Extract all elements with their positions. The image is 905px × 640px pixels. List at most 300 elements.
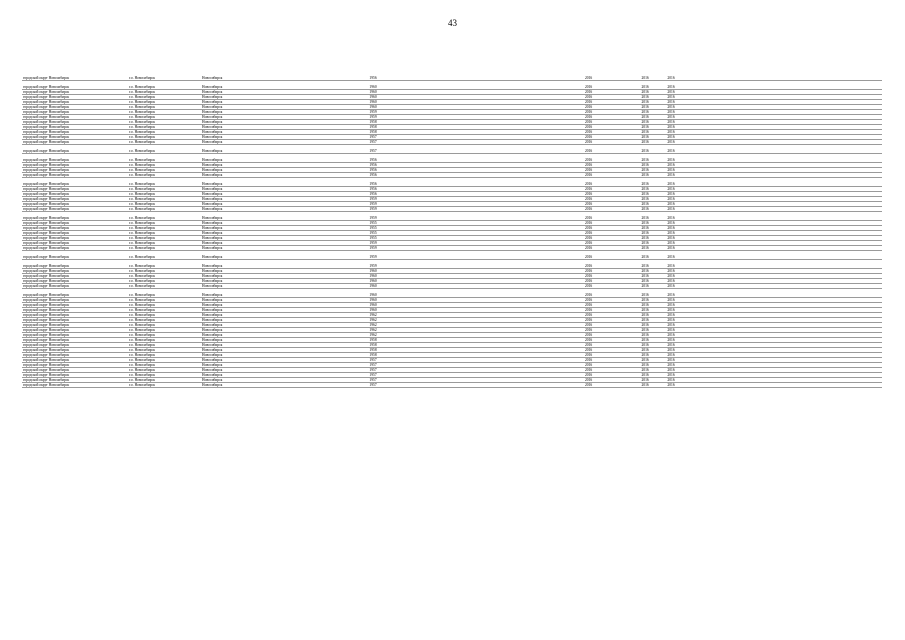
work-type-cell <box>382 212 570 221</box>
settlement-cell: г.о. Новосибирск <box>128 212 201 221</box>
plan-year-cell: 2016 <box>571 197 606 202</box>
start-year-cell: 2016 <box>632 383 658 388</box>
city-cell: Новосибирск <box>201 81 272 90</box>
plan-year-cell: 2016 <box>571 140 606 145</box>
start-year-cell: 2016 <box>632 251 658 260</box>
year-built-cell: 1958 <box>364 120 383 125</box>
district-cell: городской округ Новосибирск <box>22 207 128 212</box>
city-cell: Новосибирск <box>201 173 272 178</box>
year-built-cell: 1955 <box>364 231 383 236</box>
marker-cell <box>606 289 632 298</box>
year-built-cell: 1957 <box>364 373 383 378</box>
plan-year-cell: 2016 <box>571 383 606 388</box>
start-year-cell: 2016 <box>632 246 658 251</box>
start-year-cell: 2016 <box>632 110 658 115</box>
plan-year-cell: 2016 <box>571 343 606 348</box>
plan-year-cell: 2016 <box>571 173 606 178</box>
settlement-cell: г.о. Новосибирск <box>128 145 201 154</box>
year-built-cell: 1960 <box>364 289 383 298</box>
house-number-cell <box>340 260 364 269</box>
city-cell: Новосибирск <box>201 303 272 308</box>
plan-year-cell: 2016 <box>571 130 606 135</box>
start-year-cell: 2016 <box>632 105 658 110</box>
work-type-cell <box>382 81 570 90</box>
street-cell <box>272 178 340 187</box>
end-year-cell: 2016 <box>658 368 684 373</box>
start-year-cell: 2016 <box>632 298 658 303</box>
end-year-cell: 2016 <box>658 197 684 202</box>
settlement-cell: г.о. Новосибирск <box>128 81 201 90</box>
settlement-cell: г.о. Новосибирск <box>128 154 201 163</box>
district-cell: городской округ Новосибирск <box>22 343 128 348</box>
settlement-cell: г.о. Новосибирск <box>128 135 201 140</box>
city-cell: Новосибирск <box>201 373 272 378</box>
end-year-cell: 2016 <box>658 343 684 348</box>
city-cell: Новосибирск <box>201 274 272 279</box>
district-cell: городской округ Новосибирск <box>22 308 128 313</box>
district-cell: городской округ Новосибирск <box>22 348 128 353</box>
city-cell: Новосибирск <box>201 207 272 212</box>
start-year-cell: 2016 <box>632 274 658 279</box>
table-row <box>22 145 882 154</box>
city-cell: Новосибирск <box>201 284 272 289</box>
district-cell: городской округ Новосибирск <box>22 333 128 338</box>
cost-cell-c <box>839 212 882 221</box>
plan-year-cell: 2016 <box>571 135 606 140</box>
plan-year-cell: 2016 <box>571 298 606 303</box>
start-year-cell: 2016 <box>632 163 658 168</box>
street-cell <box>272 145 340 154</box>
marker-cell <box>606 212 632 221</box>
start-year-cell: 2016 <box>632 284 658 289</box>
district-cell: городской округ Новосибирск <box>22 279 128 284</box>
cost-cell-c <box>839 81 882 90</box>
start-year-cell: 2016 <box>632 207 658 212</box>
settlement-cell: г.о. Новосибирск <box>128 269 201 274</box>
work-type-cell <box>382 251 570 260</box>
end-year-cell: 2016 <box>658 100 684 105</box>
district-cell: городской округ Новосибирск <box>22 353 128 358</box>
cost-cell-b <box>797 251 839 260</box>
work-type-cell <box>382 260 570 269</box>
plan-year-cell: 2016 <box>571 373 606 378</box>
table-row <box>22 251 882 260</box>
settlement-cell: г.о. Новосибирск <box>128 76 201 81</box>
cost-cell-a <box>741 383 798 388</box>
settlement-cell: г.о. Новосибирск <box>128 308 201 313</box>
end-year-cell: 2016 <box>658 363 684 368</box>
start-year-cell: 2016 <box>632 154 658 163</box>
district-cell: городской округ Новосибирск <box>22 373 128 378</box>
plan-year-cell: 2016 <box>571 168 606 173</box>
city-cell: Новосибирск <box>201 269 272 274</box>
start-year-cell: 2016 <box>632 95 658 100</box>
start-year-cell: 2016 <box>632 318 658 323</box>
city-cell: Новосибирск <box>201 323 272 328</box>
house-number-cell <box>340 251 364 260</box>
settlement-cell: г.о. Новосибирск <box>128 221 201 226</box>
district-cell: городской округ Новосибирск <box>22 289 128 298</box>
settlement-cell: г.о. Новосибирск <box>128 383 201 388</box>
end-year-cell: 2016 <box>658 120 684 125</box>
cost-cell-c <box>839 383 882 388</box>
settlement-cell: г.о. Новосибирск <box>128 178 201 187</box>
settlement-cell: г.о. Новосибирск <box>128 105 201 110</box>
end-year-cell: 2016 <box>658 226 684 231</box>
district-cell: городской округ Новосибирск <box>22 90 128 95</box>
year-built-cell: 1960 <box>364 279 383 284</box>
end-year-cell: 2016 <box>658 328 684 333</box>
district-cell: городской округ Новосибирск <box>22 363 128 368</box>
table-row <box>22 178 882 187</box>
district-cell: городской округ Новосибирск <box>22 202 128 207</box>
end-year-cell: 2016 <box>658 95 684 100</box>
settlement-cell: г.о. Новосибирск <box>128 378 201 383</box>
district-cell: городской округ Новосибирск <box>22 130 128 135</box>
district-cell: городской округ Новосибирск <box>22 236 128 241</box>
start-year-cell: 2016 <box>632 100 658 105</box>
end-year-cell: 2016 <box>658 212 684 221</box>
plan-year-cell: 2016 <box>571 323 606 328</box>
district-cell: городской округ Новосибирск <box>22 212 128 221</box>
year-built-cell: 1959 <box>364 246 383 251</box>
plan-year-cell: 2016 <box>571 115 606 120</box>
city-cell: Новосибирск <box>201 231 272 236</box>
plan-year-cell: 2016 <box>571 226 606 231</box>
year-built-cell: 1960 <box>364 308 383 313</box>
city-cell: Новосибирск <box>201 187 272 192</box>
year-built-cell: 1958 <box>364 343 383 348</box>
cost-cell-a <box>741 81 798 90</box>
start-year-cell: 2016 <box>632 231 658 236</box>
plan-year-cell: 2016 <box>571 90 606 95</box>
start-year-cell: 2016 <box>632 358 658 363</box>
year-built-cell: 1959 <box>364 110 383 115</box>
year-built-cell: 1957 <box>364 140 383 145</box>
plan-year-cell: 2016 <box>571 358 606 363</box>
city-cell: Новосибирск <box>201 105 272 110</box>
settlement-cell: г.о. Новосибирск <box>128 95 201 100</box>
house-number-cell <box>340 212 364 221</box>
district-cell: городской округ Новосибирск <box>22 81 128 90</box>
cost-cell-b <box>797 383 839 388</box>
start-year-cell: 2016 <box>632 241 658 246</box>
district-cell: городской округ Новосибирск <box>22 328 128 333</box>
year-built-cell: 1956 <box>364 187 383 192</box>
end-year-cell: 2016 <box>658 110 684 115</box>
total-cost-cell <box>684 178 741 187</box>
total-cost-cell <box>684 289 741 298</box>
end-year-cell: 2016 <box>658 163 684 168</box>
street-cell <box>272 81 340 90</box>
year-built-cell: 1959 <box>364 260 383 269</box>
start-year-cell: 2016 <box>632 81 658 90</box>
total-cost-cell <box>684 145 741 154</box>
city-cell: Новосибирск <box>201 163 272 168</box>
year-built-cell: 1962 <box>364 318 383 323</box>
city-cell: Новосибирск <box>201 130 272 135</box>
district-cell: городской округ Новосибирск <box>22 303 128 308</box>
settlement-cell: г.о. Новосибирск <box>128 289 201 298</box>
plan-year-cell: 2016 <box>571 207 606 212</box>
total-cost-cell <box>684 251 741 260</box>
year-built-cell: 1960 <box>364 105 383 110</box>
end-year-cell: 2016 <box>658 358 684 363</box>
marker-cell <box>606 145 632 154</box>
year-built-cell: 1959 <box>364 197 383 202</box>
year-built-cell: 1960 <box>364 303 383 308</box>
start-year-cell: 2016 <box>632 333 658 338</box>
marker-cell <box>606 154 632 163</box>
settlement-cell: г.о. Новосибирск <box>128 279 201 284</box>
house-number-cell <box>340 145 364 154</box>
year-built-cell: 1958 <box>364 130 383 135</box>
marker-cell <box>606 251 632 260</box>
plan-year-cell: 2016 <box>571 363 606 368</box>
district-cell: городской округ Новосибирск <box>22 168 128 173</box>
end-year-cell: 2016 <box>658 187 684 192</box>
end-year-cell: 2016 <box>658 383 684 388</box>
end-year-cell: 2016 <box>658 246 684 251</box>
year-built-cell: 1962 <box>364 333 383 338</box>
end-year-cell: 2016 <box>658 135 684 140</box>
year-built-cell: 1958 <box>364 348 383 353</box>
plan-year-cell: 2016 <box>571 241 606 246</box>
year-built-cell: 1959 <box>364 251 383 260</box>
start-year-cell: 2016 <box>632 226 658 231</box>
start-year-cell: 2016 <box>632 328 658 333</box>
street-cell <box>272 260 340 269</box>
year-built-cell: 1958 <box>364 125 383 130</box>
district-cell: городской округ Новосибирск <box>22 154 128 163</box>
year-built-cell: 1957 <box>364 145 383 154</box>
district-cell: городской округ Новосибирск <box>22 274 128 279</box>
city-cell: Новосибирск <box>201 168 272 173</box>
cost-cell-b <box>797 145 839 154</box>
house-number-cell <box>340 154 364 163</box>
district-cell: городской округ Новосибирск <box>22 100 128 105</box>
year-built-cell: 1957 <box>364 363 383 368</box>
city-cell: Новосибирск <box>201 100 272 105</box>
plan-year-cell: 2016 <box>571 246 606 251</box>
plan-year-cell: 2016 <box>571 378 606 383</box>
cost-cell-b <box>797 260 839 269</box>
cost-cell-a <box>741 145 798 154</box>
end-year-cell: 2016 <box>658 318 684 323</box>
city-cell: Новосибирск <box>201 289 272 298</box>
cost-cell-a <box>741 260 798 269</box>
district-cell: городской округ Новосибирск <box>22 358 128 363</box>
cost-cell-c <box>839 178 882 187</box>
year-built-cell: 1959 <box>364 241 383 246</box>
work-type-cell <box>382 289 570 298</box>
district-cell: городской округ Новосибирск <box>22 313 128 318</box>
year-built-cell: 1957 <box>364 378 383 383</box>
city-cell: Новосибирск <box>201 260 272 269</box>
street-cell <box>272 251 340 260</box>
district-cell: городской округ Новосибирск <box>22 76 128 81</box>
street-cell <box>272 212 340 221</box>
start-year-cell: 2016 <box>632 197 658 202</box>
settlement-cell: г.о. Новосибирск <box>128 192 201 197</box>
start-year-cell: 2016 <box>632 130 658 135</box>
year-built-cell: 1956 <box>364 192 383 197</box>
district-cell: городской округ Новосибирск <box>22 378 128 383</box>
start-year-cell: 2016 <box>632 343 658 348</box>
district-cell: городской округ Новосибирск <box>22 226 128 231</box>
end-year-cell: 2016 <box>658 323 684 328</box>
end-year-cell: 2016 <box>658 308 684 313</box>
plan-year-cell: 2016 <box>571 303 606 308</box>
house-number-cell <box>340 289 364 298</box>
table-row <box>22 289 882 298</box>
district-cell: городской округ Новосибирск <box>22 269 128 274</box>
district-cell: городской округ Новосибирск <box>22 284 128 289</box>
settlement-cell: г.о. Новосибирск <box>128 125 201 130</box>
district-cell: городской округ Новосибирск <box>22 120 128 125</box>
settlement-cell: г.о. Новосибирск <box>128 260 201 269</box>
end-year-cell: 2016 <box>658 236 684 241</box>
city-cell: Новосибирск <box>201 246 272 251</box>
district-cell: городской округ Новосибирск <box>22 115 128 120</box>
end-year-cell: 2016 <box>658 125 684 130</box>
total-cost-cell <box>684 212 741 221</box>
year-built-cell: 1955 <box>364 226 383 231</box>
settlement-cell: г.о. Новосибирск <box>128 313 201 318</box>
start-year-cell: 2016 <box>632 363 658 368</box>
city-cell: Новосибирск <box>201 348 272 353</box>
settlement-cell: г.о. Новосибирск <box>128 110 201 115</box>
end-year-cell: 2016 <box>658 76 684 81</box>
total-cost-cell <box>684 260 741 269</box>
settlement-cell: г.о. Новосибирск <box>128 115 201 120</box>
year-built-cell: 1960 <box>364 95 383 100</box>
year-built-cell: 1957 <box>364 383 383 388</box>
start-year-cell: 2016 <box>632 192 658 197</box>
district-cell: городской округ Новосибирск <box>22 318 128 323</box>
cost-cell-c <box>839 251 882 260</box>
city-cell: Новосибирск <box>201 95 272 100</box>
start-year-cell: 2016 <box>632 279 658 284</box>
city-cell: Новосибирск <box>201 338 272 343</box>
district-cell: городской округ Новосибирск <box>22 368 128 373</box>
city-cell: Новосибирск <box>201 251 272 260</box>
district-cell: городской округ Новосибирск <box>22 260 128 269</box>
city-cell: Новосибирск <box>201 197 272 202</box>
end-year-cell: 2016 <box>658 298 684 303</box>
city-cell: Новосибирск <box>201 363 272 368</box>
district-cell: городской округ Новосибирск <box>22 95 128 100</box>
city-cell: Новосибирск <box>201 212 272 221</box>
settlement-cell: г.о. Новосибирск <box>128 333 201 338</box>
year-built-cell: 1956 <box>364 76 383 81</box>
year-built-cell: 1959 <box>364 202 383 207</box>
plan-year-cell: 2016 <box>571 212 606 221</box>
end-year-cell: 2016 <box>658 333 684 338</box>
end-year-cell: 2016 <box>658 353 684 358</box>
start-year-cell: 2016 <box>632 269 658 274</box>
settlement-cell: г.о. Новосибирск <box>128 202 201 207</box>
city-cell: Новосибирск <box>201 308 272 313</box>
cost-cell-c <box>839 154 882 163</box>
city-cell: Новосибирск <box>201 178 272 187</box>
marker-cell <box>606 260 632 269</box>
year-built-cell: 1956 <box>364 178 383 187</box>
city-cell: Новосибирск <box>201 241 272 246</box>
start-year-cell: 2016 <box>632 140 658 145</box>
start-year-cell: 2016 <box>632 313 658 318</box>
settlement-cell: г.о. Новосибирск <box>128 120 201 125</box>
plan-year-cell: 2016 <box>571 95 606 100</box>
house-number-cell <box>340 81 364 90</box>
settlement-cell: г.о. Новосибирск <box>128 168 201 173</box>
settlement-cell: г.о. Новосибирск <box>128 298 201 303</box>
city-cell: Новосибирск <box>201 368 272 373</box>
start-year-cell: 2016 <box>632 368 658 373</box>
plan-year-cell: 2016 <box>571 289 606 298</box>
year-built-cell: 1959 <box>364 207 383 212</box>
table-row <box>22 212 882 221</box>
table-row <box>22 260 882 269</box>
start-year-cell: 2016 <box>632 338 658 343</box>
settlement-cell: г.о. Новосибирск <box>128 90 201 95</box>
district-cell: городской округ Новосибирск <box>22 192 128 197</box>
start-year-cell: 2016 <box>632 212 658 221</box>
page-number: 43 <box>448 18 457 28</box>
plan-year-cell: 2016 <box>571 221 606 226</box>
end-year-cell: 2016 <box>658 202 684 207</box>
end-year-cell: 2016 <box>658 231 684 236</box>
plan-year-cell: 2016 <box>571 163 606 168</box>
plan-year-cell: 2016 <box>571 260 606 269</box>
cost-cell-a <box>741 178 798 187</box>
city-cell: Новосибирск <box>201 90 272 95</box>
house-number-cell <box>340 383 364 388</box>
plan-year-cell: 2016 <box>571 81 606 90</box>
settlement-cell: г.о. Новосибирск <box>128 368 201 373</box>
district-cell: городской округ Новосибирск <box>22 221 128 226</box>
start-year-cell: 2016 <box>632 289 658 298</box>
start-year-cell: 2016 <box>632 221 658 226</box>
settlement-cell: г.о. Новосибирск <box>128 363 201 368</box>
start-year-cell: 2016 <box>632 348 658 353</box>
year-built-cell: 1959 <box>364 115 383 120</box>
city-cell: Новосибирск <box>201 120 272 125</box>
cost-cell-b <box>797 289 839 298</box>
end-year-cell: 2016 <box>658 145 684 154</box>
end-year-cell: 2016 <box>658 241 684 246</box>
district-cell: городской округ Новосибирск <box>22 135 128 140</box>
start-year-cell: 2016 <box>632 308 658 313</box>
start-year-cell: 2016 <box>632 260 658 269</box>
end-year-cell: 2016 <box>658 260 684 269</box>
settlement-cell: г.о. Новосибирск <box>128 358 201 363</box>
year-built-cell: 1957 <box>364 135 383 140</box>
street-cell <box>272 154 340 163</box>
city-cell: Новосибирск <box>201 226 272 231</box>
start-year-cell: 2016 <box>632 125 658 130</box>
cost-cell-b <box>797 178 839 187</box>
district-cell: городской округ Новосибирск <box>22 323 128 328</box>
city-cell: Новосибирск <box>201 333 272 338</box>
district-cell: городской округ Новосибирск <box>22 251 128 260</box>
settlement-cell: г.о. Новосибирск <box>128 353 201 358</box>
street-cell <box>272 289 340 298</box>
end-year-cell: 2016 <box>658 130 684 135</box>
house-number-cell <box>340 178 364 187</box>
year-built-cell: 1962 <box>364 313 383 318</box>
year-built-cell: 1956 <box>364 173 383 178</box>
